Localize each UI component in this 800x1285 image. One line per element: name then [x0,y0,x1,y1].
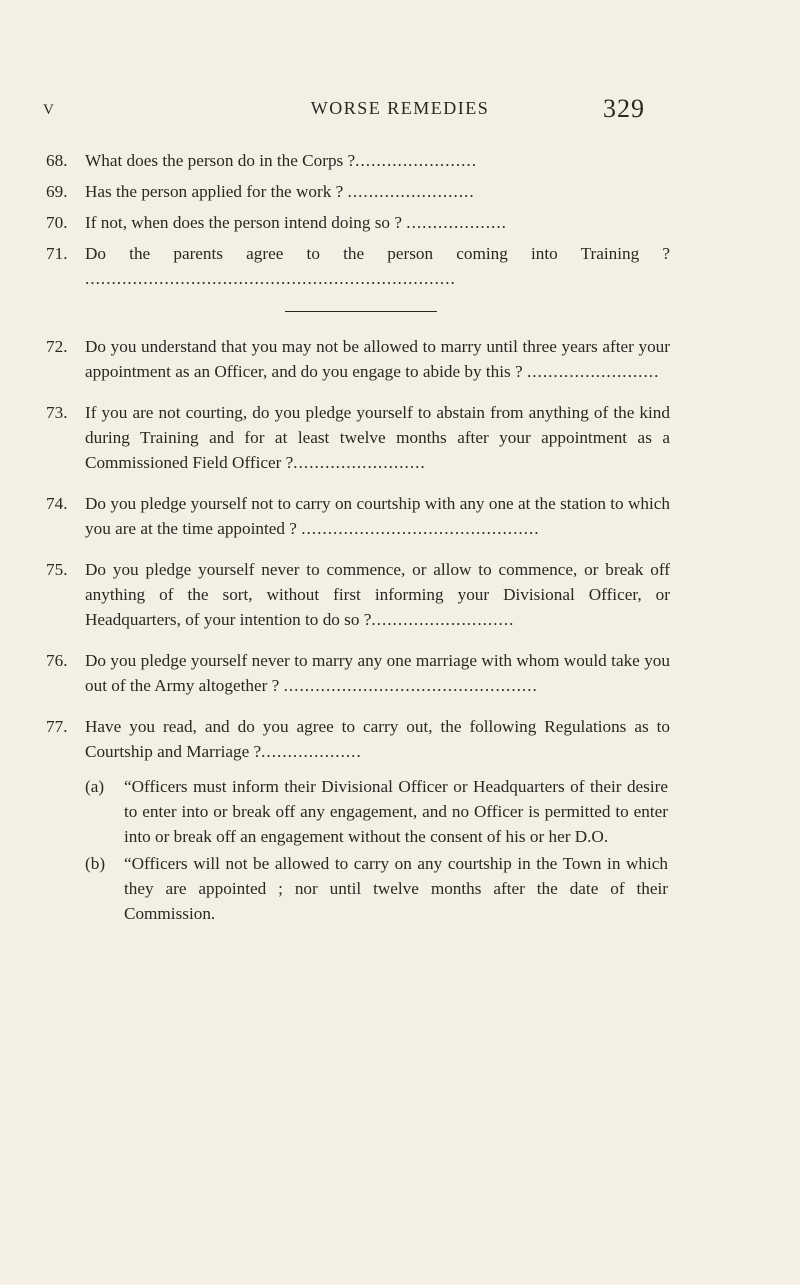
question-text: Do the parents agree to the person coming into Training ? [85,244,670,263]
section-numeral: V [43,102,54,118]
question-text: Do you understand that you may not be allowed to marry until three years after your appointment as an Officer, and do you engage to abide by this ? [85,337,670,381]
question-text: Do you pledge yourself not to carry on courtship with any one at the station to which you are at the time appointed ? [85,494,670,538]
regulation-b [46,851,670,926]
question-number: 77. [46,717,68,736]
question-number: 68. [46,151,68,170]
question-number: 70. [46,213,68,232]
question-75 [46,557,670,632]
question-text: Do you pledge yourself never to commence, or allow to commence, or break off anything of the sort, without first informing your Divisional Officer, or Headquarters, of your intention to do so ? [85,560,670,629]
question-text: Have you read, and do you agree to carry out, the following Regulations as to Courtship and Marriage ? [85,717,670,761]
dot-leader: ................... [406,213,507,232]
dot-leader: ....................... [355,151,477,170]
regulation-text: “Officers must inform their Divisional Officer or Headquarters of their desire to enter into or break off any engagement, and no Officer is permitted to enter into or break off an engagement without the consent of his or her D.O. [124,777,668,846]
question-text: Has the person applied for the work ? [85,182,344,201]
question-69 [46,179,670,204]
page-number: 329 [603,94,645,123]
question-number: 72. [46,337,68,356]
dot-leader: ........................ [347,182,475,201]
regulations-list [46,774,670,926]
question-number: 73. [46,403,68,422]
dot-leader: ......................... [293,453,426,472]
page-body [46,148,670,926]
question-text: If you are not courting, do you pledge yourself to abstain from anything of the kind during Training and for at least twelve months after your appointment as a Commissioned Field Officer ? [85,403,670,472]
question-72 [46,334,670,384]
question-text: What does the person do in the Corps ? [85,151,356,170]
question-text: Do you pledge yourself never to marry any one marriage with whom would take you out of the Army altogether ? [85,651,670,695]
question-70 [46,210,670,235]
question-77 [46,714,670,764]
question-number: 74. [46,494,68,513]
dot-leader: ......................... [526,362,660,381]
question-number: 69. [46,182,68,201]
question-number: 71. [46,244,68,263]
question-76 [46,648,670,698]
question-68 [46,148,670,173]
question-text: If not, when does the person intend doing so ? [85,213,402,232]
running-title: WORSE REMEDIES [310,98,490,118]
question-74 [46,491,670,541]
question-71 [46,241,670,291]
regulation-label: (b) [85,854,106,873]
running-header [0,94,800,128]
dot-leader: ........................... [371,610,515,629]
question-73 [46,400,670,475]
question-number: 75. [46,560,68,579]
regulation-label: (a) [85,777,105,796]
question-number: 76. [46,651,68,670]
dot-leader: ................................................ [283,676,538,695]
regulation-a [46,774,670,849]
regulation-text: “Officers will not be allowed to carry on any courtship in the Town in which they are appointed ; nor until twelve months after the date of their Commission. [124,854,668,923]
dot-leader: ...................................................................... [85,269,456,288]
dot-leader: ................... [261,742,362,761]
section-divider [285,311,437,312]
dot-leader: ............................................. [301,519,540,538]
